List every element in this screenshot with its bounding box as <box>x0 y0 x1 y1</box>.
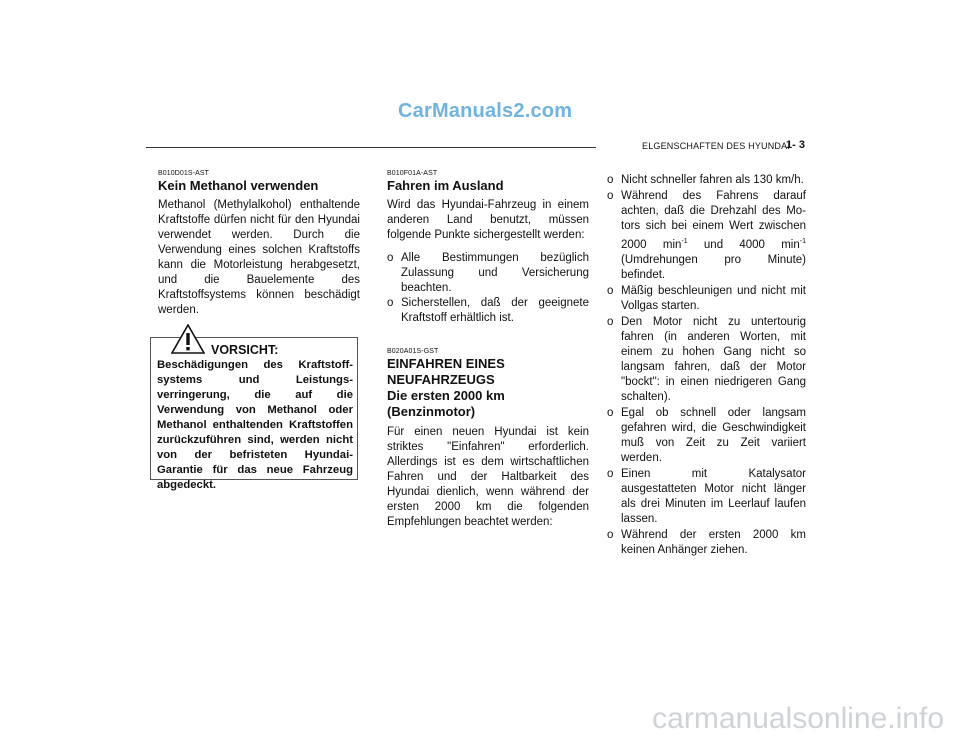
header-title: ELGENSCHAFTEN DES HYUNDAI <box>642 141 791 151</box>
watermark-top: CarManuals2.com <box>398 100 573 122</box>
warning-title: VORSICHT: <box>211 343 279 357</box>
list-item: o Sicherstellen, daß der geeignete Kraftstoff erhältlich ist. <box>387 297 589 324</box>
section-body: Für einen neuen Hyundai ist kein striktes "Einfahren" erforderlich. Allerdings ist es dem wirtschaftlichen Fahren und der Haltbarkeit des Hyundai dienlich, wenn während der ersten 2000 km die folgenden Empfehlungen beachtet werden: <box>387 426 589 528</box>
list-item: o Egal ob schnell oder langsam gefahren wird, die Geschwindigkeit muß von Zeit zu Zeit variiert werden. <box>607 406 806 464</box>
section-code: B010D01S-AST <box>158 170 210 177</box>
section-body: Methanol (Methylalkohol) enthaltende Kraftstoffe dürfen nicht für den Hyundai verwendet werden. Durch die Verwendung eines solchen Kraftstoffs kann die Motorleistung herabgesetzt, und die Bauelemente des Kraftstoffsystems können beschädigt werden. <box>158 199 360 316</box>
header-rule <box>146 147 596 148</box>
section-body: Wird das Hyundai-Fahrzeug in einem anderen Land benutzt, müssen folgende Punkte sichergestellt werden: <box>387 199 589 241</box>
watermark-bottom: carmanualsonline.info <box>652 702 944 735</box>
warning-box <box>150 337 358 491</box>
list-item: o Mäßig beschleunigen und nicht mit Vollgas starten. <box>607 284 806 312</box>
section-code: B020A01S-GST <box>387 348 439 355</box>
list-item: o Den Motor nicht zu untertourig fahren (in anderen Worten, mit einem zu hohen Gang nicht so langsam fahren, daß der Motor "bockt": in einen niedrigeren Gang schalten). <box>607 315 806 403</box>
bullet-list <box>607 173 806 558</box>
break-in-recommendations <box>601 173 806 559</box>
section-methanol <box>152 170 360 318</box>
section-abroad <box>381 170 589 326</box>
section-code: B010F01A-AST <box>387 170 438 177</box>
list-item: o Während des Fahrens darauf achten, daß die Drehzahl des Mo-tors sich bei einem Wert zwischen 2000 $\min^{-1}$ und 4000 $\min^{-1}$ (Umdrehungen pro Minute) befindet. <box>607 190 806 281</box>
warning-text: Beschädigungen des Kraftstoff-systems und Leistungs-verringerung, die auf die Verwendung von Methanol oder Methanol enthaltenden Kraftstoffen zurückzuführen sind, werden nicht von der befristeten Hyundai-Garantie für das neue Fahrzeug abgedeckt. <box>157 359 353 491</box>
list-item: o Alle Bestimmungen bezüglich Zulassung und Versicherung beachten. <box>387 252 589 294</box>
warning-triangle-icon <box>171 324 205 354</box>
list-item: o Während der ersten 2000 km keinen Anhänger ziehen. <box>607 528 806 556</box>
section-heading: Kein Methanol verwenden <box>158 178 319 193</box>
page-number: 1- 3 <box>786 139 805 151</box>
section-break-in <box>381 348 589 530</box>
section-heading: EINFAHREN EINES NEUFAHRZEUGS Die ersten 2000 km (Benzinmotor) <box>387 356 505 419</box>
section-heading: Fahren im Ausland <box>387 178 504 193</box>
list-item: o Einen mit Katalysator ausgestatteten Motor nicht länger als drei Minuten im Leerlauf laufen lassen. <box>607 467 806 525</box>
list-item: o Nicht schneller fahren als 130 km/h. <box>607 174 804 186</box>
bullet-list <box>387 251 589 326</box>
